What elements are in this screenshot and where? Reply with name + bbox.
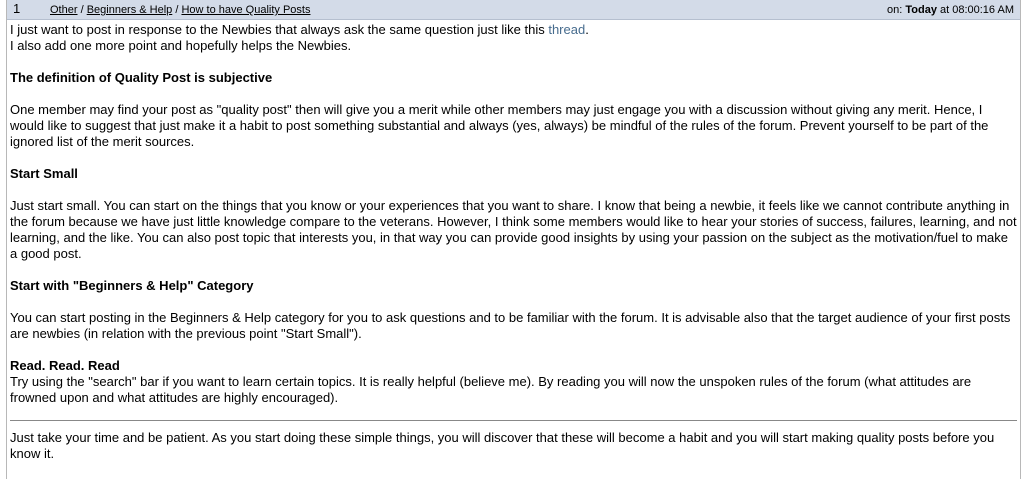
section-heading [10, 166, 1017, 182]
breadcrumb [50, 1, 310, 19]
section-paragraph: One member may find your post as "quality post" then will give you a merit while other members may just engage you with a discussion without giving any merit. Hence, I would like to suggest that just make it a habit to post something substantial and always (yes, always) be mindful of the rules of the forum. Prevent yourself to be part of the ignored list of the merit sources. [10, 102, 989, 149]
posted-time: at 08:00:16 AM [936, 4, 1014, 16]
section-heading [10, 358, 1017, 374]
section-paragraph: You can start posting in the Beginners & Help category for you to ask questions and to be familiar with the forum. It is advisable also that the target audience of your first posts are newbies (in relation with the previous point "Start Small"). [10, 310, 1011, 341]
intro-paragraph-2: I also add one more point and hopefully helps the Newbies. [10, 38, 352, 53]
thread-link[interactable]: thread [548, 22, 586, 37]
breadcrumb-separator: / [172, 4, 182, 16]
intro-paragraph [10, 22, 1017, 38]
posted-prefix: on: [887, 4, 906, 16]
post-container [6, 0, 1021, 479]
closing-paragraph: Just take your time and be patient. As you start doing these simple things, you will discover that these will become a habit and you will start making quality posts before you know it. [10, 430, 995, 461]
section-paragraph: Just start small. You can start on the things that you know or your experiences that you want to share. I know that being a newbie, it feels like we cannot contribute anything in the forum because we have just little knowledge compare to the veterans. However, I think some members would like to hear your stories of success, failures, learning, and not learning, and the like. You can also post topic that interests you, in that way you can provide good insights by using your passion on the subject as the motivation/fuel to make a good post. [10, 198, 1017, 261]
heading-start-small: Start Small [10, 166, 78, 181]
post-header [7, 0, 1020, 20]
breadcrumb-topic-link[interactable]: How to have Quality Posts [181, 4, 311, 16]
breadcrumb-beginners-help-link[interactable]: Beginners & Help [86, 4, 173, 16]
heading-beginners-category: Start with "Beginners & Help" Category [10, 278, 254, 293]
post-body [10, 22, 1017, 462]
section-heading [10, 70, 1017, 86]
intro-text: I just want to post in response to the Newbies that always ask the same question just like this [10, 22, 549, 37]
intro-text-end: . [585, 22, 589, 37]
post-timestamp [887, 1, 1014, 19]
breadcrumb-other-link[interactable]: Other [50, 4, 78, 16]
posted-day: Today [905, 4, 937, 16]
post-number: 1 [13, 1, 21, 16]
divider [10, 420, 1017, 421]
section-heading [10, 278, 1017, 294]
heading-quality-post: The definition of Quality Post is subjective [10, 70, 273, 85]
breadcrumb-separator: / [77, 4, 87, 16]
section-paragraph: Try using the "search" bar if you want to learn certain topics. It is really helpful (believe me). By reading you will now the unspoken rules of the forum (what attitudes are frowned upon and what attitudes are highly encouraged). [10, 374, 972, 405]
heading-read: Read. Read. Read [10, 358, 120, 373]
